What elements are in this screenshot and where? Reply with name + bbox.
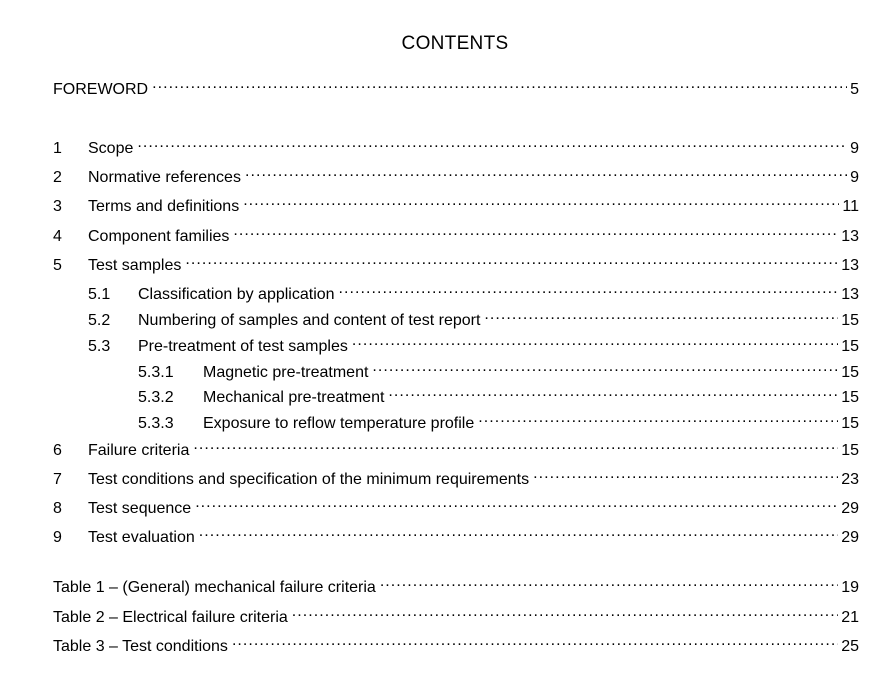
dot-leader	[199, 522, 838, 542]
dot-leader	[380, 572, 838, 592]
toc-entry-section-5-3-1[interactable]	[138, 357, 859, 381]
toc-entry-number: 5.1	[88, 286, 111, 303]
toc-page-number: 15	[841, 442, 859, 459]
toc-entry-number: 1	[53, 140, 62, 157]
toc-entry-number: 5.3.1	[138, 364, 174, 381]
toc-entry-number: 7	[53, 471, 62, 488]
toc-entry-number: 5.2	[88, 312, 111, 329]
toc-page-number: 15	[841, 338, 859, 355]
toc-page-number: 9	[850, 140, 859, 157]
toc-page-number: 21	[841, 609, 859, 626]
toc-page-number: 15	[841, 415, 859, 432]
toc-entry-section-7[interactable]	[53, 464, 859, 488]
toc-entry-text: Exposure to reflow temperature profile	[203, 415, 475, 432]
toc-entry-text: Magnetic pre-treatment	[203, 364, 369, 381]
dot-leader	[243, 191, 839, 211]
toc-entry-section-2[interactable]	[53, 162, 859, 186]
dot-leader	[484, 305, 838, 325]
toc-entry-section-6[interactable]	[53, 435, 859, 459]
dot-leader	[388, 382, 838, 402]
toc-entry-section-5-2[interactable]	[88, 305, 859, 329]
toc-entry-section-8[interactable]	[53, 493, 859, 517]
toc-entry-text: Scope	[88, 140, 134, 157]
toc-entry-text: Terms and definitions	[88, 198, 240, 215]
toc-entry-section-5-1[interactable]	[88, 279, 859, 303]
toc-entry-number: 5.3.3	[138, 415, 174, 432]
dot-leader	[195, 493, 838, 513]
toc-page-number: 13	[841, 228, 859, 245]
dot-leader	[339, 279, 839, 299]
dot-leader	[245, 162, 847, 182]
toc-page-number: 29	[841, 500, 859, 517]
toc-entry-section-9[interactable]	[53, 522, 859, 546]
toc-entry-foreword[interactable]	[53, 74, 859, 98]
dot-leader	[137, 133, 847, 153]
dot-leader	[478, 408, 838, 428]
toc-entry-text: Test samples	[88, 257, 182, 274]
dot-leader	[185, 250, 838, 270]
toc-entry-section-5-3-2[interactable]	[138, 382, 859, 406]
toc-entry-text: Test evaluation	[88, 529, 195, 546]
toc-entry-text: Failure criteria	[88, 442, 190, 459]
dot-leader	[193, 435, 838, 455]
toc-page-number: 23	[841, 471, 859, 488]
toc-entry-section-1[interactable]	[53, 133, 859, 157]
toc-entry-number: 9	[53, 529, 62, 546]
toc-page-number: 19	[841, 579, 859, 596]
toc-entry-number: 8	[53, 500, 62, 517]
toc-entry-table-3[interactable]	[53, 631, 859, 655]
toc-entry-section-4[interactable]	[53, 221, 859, 245]
toc-page-number: 15	[841, 312, 859, 329]
toc-entry-table-2[interactable]	[53, 602, 859, 626]
toc-entry-text: Table 3 – Test conditions	[53, 638, 228, 655]
dot-leader	[232, 631, 838, 651]
toc-entry-section-5-3-3[interactable]	[138, 408, 859, 432]
toc-entry-number: 5	[53, 257, 62, 274]
toc-page-number: 13	[841, 257, 859, 274]
toc-entry-text: Table 2 – Electrical failure criteria	[53, 609, 288, 626]
toc-entry-text: Normative references	[88, 169, 241, 186]
toc-entry-section-5[interactable]	[53, 250, 859, 274]
page-title: CONTENTS	[401, 33, 509, 54]
toc-entry-text: Mechanical pre-treatment	[203, 389, 385, 406]
toc-entry-section-3[interactable]	[53, 191, 859, 215]
toc-page-number: 13	[841, 286, 859, 303]
toc-entry-text: FOREWORD	[53, 81, 149, 98]
toc-entry-number: 3	[53, 198, 62, 215]
toc-entry-text: Classification by application	[138, 286, 335, 303]
toc-page-number: 25	[841, 638, 859, 655]
toc-entry-text: Component families	[88, 228, 230, 245]
toc-entry-text: Test sequence	[88, 500, 192, 517]
dot-leader	[233, 221, 838, 241]
toc-entry-text: Test conditions and specification of the minimum requirements	[88, 471, 530, 488]
toc-page-number: 15	[841, 364, 859, 381]
toc-entry-text: Table 1 – (General) mechanical failure criteria	[53, 579, 376, 596]
toc-entry-number: 5.3.2	[138, 389, 174, 406]
toc-entry-number: 5.3	[88, 338, 111, 355]
toc-entry-text: Pre-treatment of test samples	[138, 338, 348, 355]
toc-entry-text: Numbering of samples and content of test report	[138, 312, 481, 329]
dot-leader	[533, 464, 838, 484]
toc-page-number: 11	[842, 198, 859, 215]
toc-page-number: 29	[841, 529, 859, 546]
dot-leader	[152, 74, 847, 94]
toc-entry-number: 2	[53, 169, 62, 186]
toc-page-number: 9	[850, 169, 859, 186]
toc-entry-table-1[interactable]	[53, 572, 859, 596]
dot-leader	[372, 357, 838, 377]
toc-entry-number: 4	[53, 228, 62, 245]
toc-entry-section-5-3[interactable]	[88, 331, 859, 355]
dot-leader	[352, 331, 838, 351]
toc-page-number: 5	[850, 81, 859, 98]
toc-entry-number: 6	[53, 442, 62, 459]
dot-leader	[292, 602, 838, 622]
toc-page-number: 15	[841, 389, 859, 406]
